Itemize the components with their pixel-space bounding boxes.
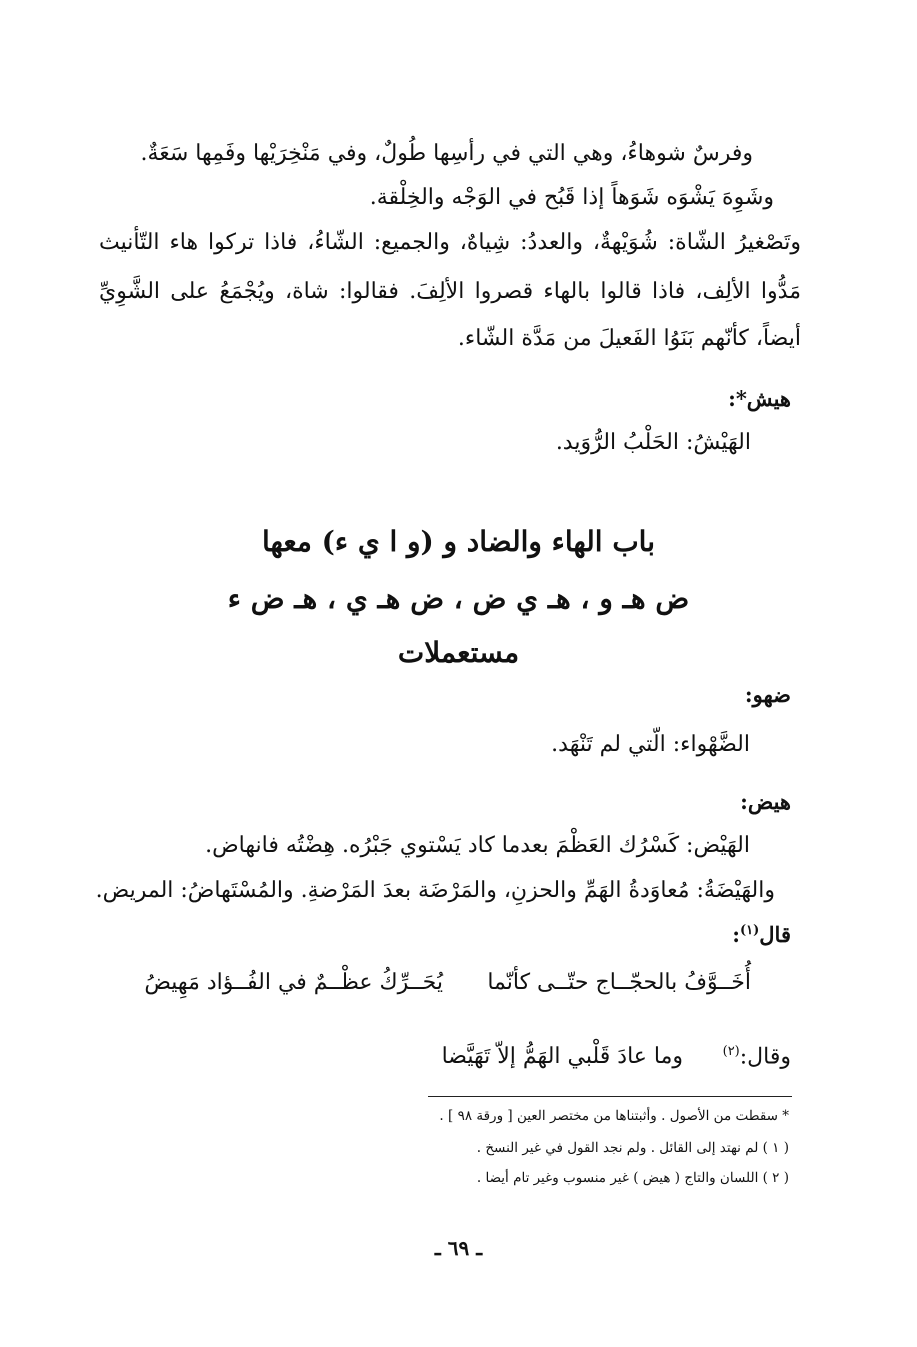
page-number: ـ ٦٩ ـ — [434, 1236, 483, 1260]
section-status: مستعملات — [397, 636, 520, 669]
text-line-1: وفرسٌ شوهاءُ، وهي التي في رأسِها طُولٌ، وفي مَنْخِرَيْها وفَمِها سَعَةٌ. — [140, 141, 753, 166]
footnote-1: ( ١ ) لم نهتد إلى القائل . ولم نجد القول في غير النسخ . — [476, 1140, 789, 1156]
section-title: باب الهاء والضاد و (و ا ي ء) معها — [261, 525, 656, 558]
entry-definition-hayd-2: والهَيْضَةُ: مُعاوَدةُ الهَمِّ والحزنِ، والمَرْضَة بعدَ المَرْضةِ. والمُسْتَهاضُ: المريض. — [95, 878, 775, 903]
quote-intro-1-label: قال — [759, 922, 791, 947]
entry-heading-dahw: ضهو: — [744, 682, 791, 707]
quote-intro-1 — [732, 922, 791, 947]
text-line-5: أيضاً، كأنّهم بَنَوُا الفَعيلَ من مَدَّة الشّاء. — [457, 326, 801, 351]
footnote-separator — [428, 1096, 792, 1097]
entry-definition-haysh: الهَيْشُ: الحَلْبُ الرُّوَيد. — [555, 430, 751, 455]
entry-heading-haysh: هيش*: — [728, 386, 791, 411]
footnote-ref-2: (٢) — [722, 1044, 740, 1059]
quote-intro-2-label: وقال: — [739, 1044, 791, 1070]
quote-intro-2 — [723, 1044, 791, 1069]
text-line-3: وتَصْغيرُ الشّاة: شُوَيْهةٌ، والعددُ: شِياهٌ، والجميع: الشّاءُ، فاذا تركوا هاء التّأنيث — [99, 230, 801, 255]
section-roots: ض هـ و ، هـ ي ض ، ض هـ ي ، هـ ض ء — [227, 582, 690, 615]
footnote-2: ( ٢ ) اللسان والتاج ( هيض ) غير منسوب وغير تام أيضا . — [476, 1170, 789, 1186]
footnote-ref-1: (١) — [740, 923, 760, 938]
verse-2: وما عادَ قَلْبي الهَمُّ إلاّ تَهَيَّضا — [441, 1044, 683, 1069]
text-line-2: وشَوِهَ يَشْوَه شَوَهاً إذا قَبُح في الوَجْه والخِلْقة. — [369, 185, 774, 210]
verse-1-second-hemistich: يُحَــرِّكُ عظْــمٌ في الفُــؤاد مَهِيضُ — [144, 970, 443, 995]
verse-1-first-hemistich: أُخَــوَّفُ بالحجّــاج حتّــى كأنّما — [487, 970, 751, 995]
entry-heading-hayd: هيض: — [740, 789, 791, 814]
text-line-4: مَدُّوا الألِف، فاذا قالوا بالهاء قصروا الألِفَ. فقالوا: شاة، ويُجْمَعُ على الشَّوِيِّ — [99, 279, 801, 304]
footnote-star: * سقطت من الأصول . وأثبتناها من مختصر العين [ ورقة ٩٨ ] . — [439, 1108, 789, 1124]
quote-intro-1-colon: : — [732, 922, 740, 947]
entry-definition-dahw: الضَّهْواء: الّتي لم تَنْهَد. — [551, 732, 750, 757]
entry-definition-hayd-1: الهَيْض: كَسْرُك العَظْمَ بعدما كاد يَسْتوي جَبْرُه. هِضْتُه فانهاض. — [205, 833, 750, 858]
